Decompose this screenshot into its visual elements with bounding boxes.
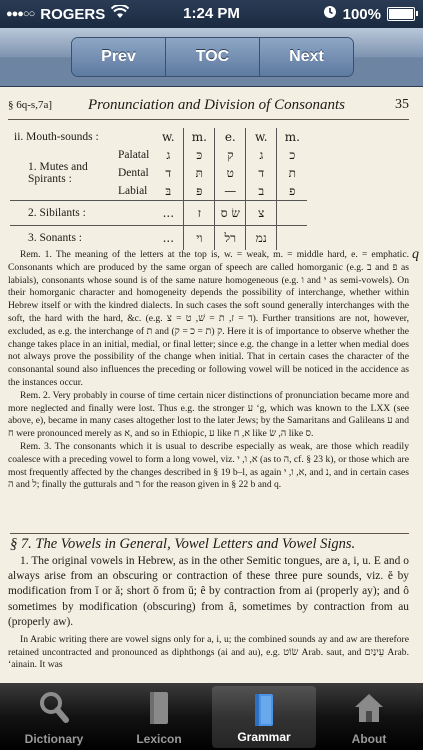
table-cell — [277, 201, 308, 226]
row-label: Palatal — [118, 149, 150, 161]
prev-button[interactable]: Prev — [72, 38, 166, 76]
table-cell: ב — [246, 182, 277, 201]
remark-2: Rem. 2. Very probably in course of time certain nicer distinctions of pronunciation became more and more neglected and finally were lost. Thus e.g. the stronger ע ʻg, which was known to the LXX (see above, e), became in many cases altogether lost to the later Jews; by the Samaritans and Galileans ע and ח were pronounced merely as א, and so in Ethiopic, ע like א, ח like ה, שׂ like ס. — [8, 389, 409, 440]
table-cell: צ — [246, 201, 277, 226]
table-cell: ג — [166, 147, 171, 162]
page-header — [8, 97, 409, 120]
tab-label: Lexicon — [136, 732, 182, 746]
clock-icon — [323, 5, 337, 23]
table-cell: נמ — [246, 226, 277, 251]
group-label: 1. Mutes and Spirants : — [28, 161, 88, 185]
table-cell: ד — [165, 165, 172, 180]
row-label: Labial — [118, 185, 148, 197]
carrier-label: ROGERS — [40, 5, 106, 23]
tab-about[interactable] — [317, 683, 421, 750]
navigation-bar — [0, 28, 423, 87]
page-number: 35 — [395, 97, 409, 112]
table-cell: בּ — [165, 183, 172, 198]
table-cell: פ — [277, 182, 308, 201]
remark-3: Rem. 3. The consonants which it is usual to describe especially as weak, are those which readily coalesce with a preceding vowel to form a long vowel, viz. א, ו, י (as to ה, cf. § 23 k), or those which are most frequently affected by the changes described in § 19 b–l, as again א, ו, י, and נ, and in certain cases ה and ל; finally the gutturals and ר for the reason given in § 22 b and q. — [8, 440, 409, 491]
table-cell: ק — [215, 146, 246, 164]
col-header: w. — [246, 128, 277, 146]
tab-bar — [0, 683, 423, 750]
section-7-body — [8, 554, 409, 630]
remarks — [8, 249, 409, 492]
col-header: w. — [161, 130, 175, 144]
status-time: 1:24 PM — [183, 5, 240, 22]
status-bar — [0, 0, 423, 28]
battery-percent: 100% — [342, 5, 381, 23]
remark-1: Rem. 1. The meaning of the letters at the top is, w. = weak, m. = middle hard, e. = emphatic. Consonants which are produced by the same organ of speech are called homorganic (e.g. ב and פ as labials), consonants whose sound is of the same nature homogeneous (e.g. ו and י as semi-vowels). On their homorganic character and homogeneity depends the possibility of interchange, whether within Hebrew itself or with the kindred dialects. In such cases the soft sound generally interchanges with the soft, the hard with the hard, &c. (e.g. ד = ז, ת = שׁ, ט = צ). Further transitions are not, however, excluded, as e.g. the interchange of ת and ק (ת = כ = ק). Here it is of importance to observe whether the change takes place in an initial, medial, or final letter; since e.g. the change in a letter when medial does not always prove the possibility of the change when initial. That in certain cases the character of the consonantal sound also influences the preceding or following vowel will be noticed in the accidence as the instances occur. — [8, 249, 410, 388]
section-ref: § 6q-s,7a] — [8, 99, 52, 111]
house-icon — [352, 689, 386, 727]
table-cell: — — [215, 182, 246, 201]
book-blue-icon — [247, 692, 281, 730]
status-right — [323, 5, 415, 23]
table-cell: תּ — [184, 164, 215, 182]
table-cell: כּ — [184, 146, 215, 164]
grammar-page[interactable] — [0, 87, 423, 683]
row-label: Dental — [118, 167, 149, 179]
row-label: 2. Sibilants : — [28, 207, 86, 219]
battery-icon — [387, 7, 415, 21]
table-cell: ... — [162, 231, 175, 245]
magnifier-icon — [37, 689, 71, 727]
table-cell: ג — [246, 146, 277, 164]
table-cell: ד — [246, 164, 277, 182]
col-header: m. — [184, 128, 215, 146]
table-cell: פּ — [184, 182, 215, 201]
table-cell: ת — [277, 164, 308, 182]
col-header: m. — [277, 128, 308, 146]
tab-label: Dictionary — [24, 732, 84, 746]
table-heading: ii. Mouth-sounds : — [14, 131, 99, 143]
page-title: Pronunciation and Division of Consonants — [88, 97, 345, 113]
row-label: 3. Sonants : — [28, 232, 82, 244]
toc-button[interactable]: TOC — [166, 38, 260, 76]
table-cell: שׂ ס — [215, 201, 246, 226]
paragraph-2: In Arabic writing there are vowel signs only for a, i, u; the combined sounds ay and aw are therefore retained uncontracted and pronounced as diphthongs (ai and au), e.g. שׂוֹט Arab. saut, and עֵינַיִם Arab. ʻainain. It was — [8, 634, 410, 671]
tab-dictionary[interactable] — [2, 683, 106, 750]
table-cell — [277, 226, 308, 251]
tab-label: About — [351, 732, 387, 746]
table-cell: ז — [184, 201, 215, 226]
tab-grammar[interactable] — [212, 686, 316, 748]
table-cell: ט — [215, 164, 246, 182]
tab-lexicon[interactable] — [107, 683, 211, 750]
col-header: e. — [215, 128, 246, 146]
paragraph-1: 1. The original vowels in Hebrew, as in the other Semitic tongues, are a, i, u. E and o always arise from an obscuring or contraction of these three pure sounds, viz. ĕ by modification from ĭ or ă; short ŏ from ŭ; ê by contraction from ai (properly ay); and ô sometimes by modification (obscuring) from â, sometimes by contraction from au (properly aw). — [8, 555, 409, 628]
table-cell: כ — [277, 146, 308, 164]
consonant-table — [10, 128, 307, 250]
table-cell: וי — [184, 226, 215, 251]
signal-icon: ●●●○○ — [6, 8, 35, 20]
next-button[interactable]: Next — [260, 38, 353, 76]
page-nav-segmented-control — [71, 37, 354, 77]
table-cell: רל — [215, 226, 246, 251]
section-7-heading: § 7. The Vowels in General, Vowel Letters and Vowel Signs. — [10, 533, 409, 553]
table-cell: ... — [162, 206, 175, 220]
tab-label: Grammar — [237, 730, 291, 744]
margin-mark: q — [412, 247, 419, 262]
book-icon — [142, 689, 176, 727]
section-7-note — [8, 634, 409, 672]
